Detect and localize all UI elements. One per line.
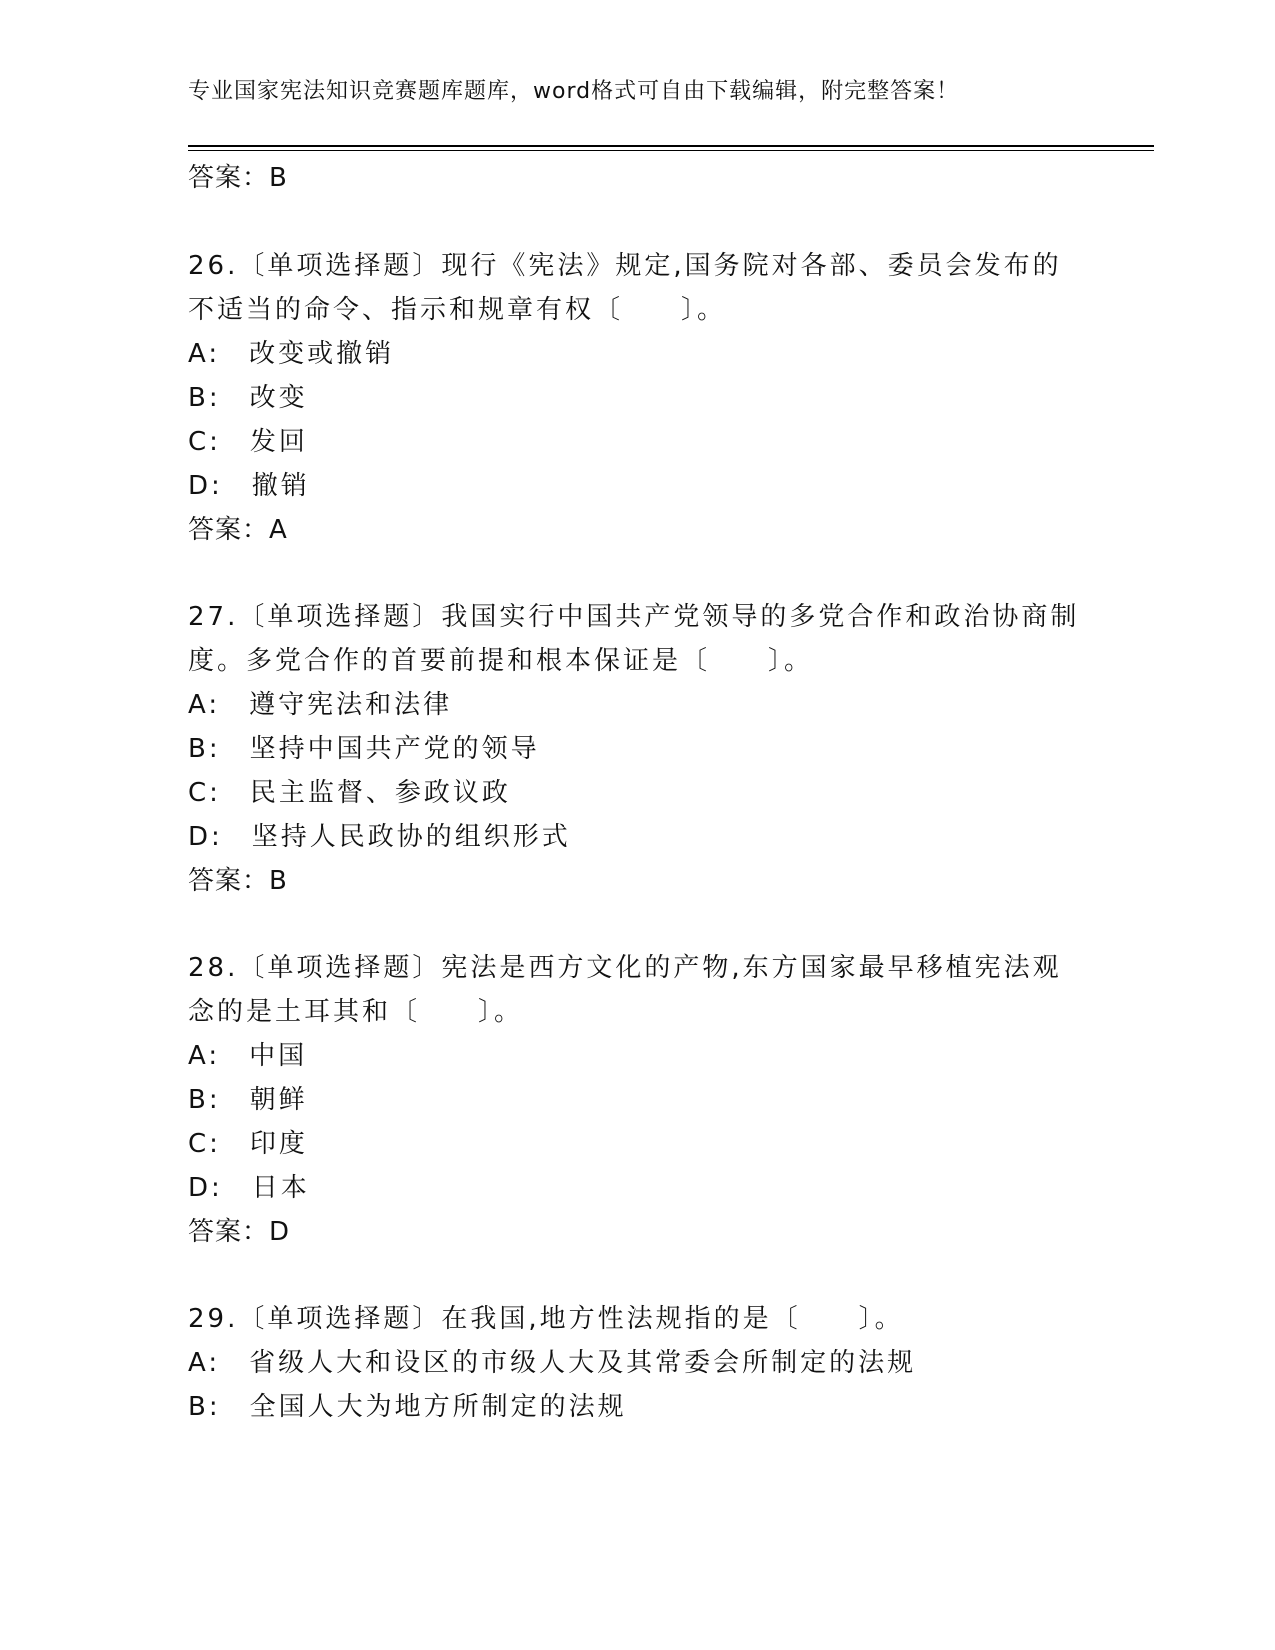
page-header: 专业国家宪法知识竞赛题库题库，word格式可自由下载编辑，附完整答案！ [188,79,960,104]
question-29-stem-line-1: 29.〔单项选择题〕在我国,地方性法规指的是〔 〕。 [188,1304,904,1334]
question-28-option-b: B: 朝鲜 [188,1085,308,1115]
question-28-option-a: A: 中国 [188,1041,308,1071]
question-28-stem-line-2: 念的是土耳其和〔 〕。 [188,997,524,1027]
question-26-option-b: B: 改变 [188,383,308,413]
question-29-option-b: B: 全国人大为地方所制定的法规 [188,1392,627,1422]
question-26-option-a: A: 改变或撤销 [188,339,395,369]
question-28-option-d: D: 日本 [188,1173,310,1203]
question-29-option-a: A: 省级人大和设区的市级人大及其常委会所制定的法规 [188,1348,917,1378]
question-27-option-a: A: 遵守宪法和法律 [188,690,453,720]
header-rule-thick [188,145,1154,147]
question-26-option-d: D: 撤销 [188,471,310,501]
question-28-option-c: C: 印度 [188,1129,308,1159]
question-27-stem-line-2: 度。多党合作的首要前提和根本保证是〔 〕。 [188,646,814,676]
question-26-option-c: C: 发回 [188,427,308,457]
question-27-option-d: D: 坚持人民政协的组织形式 [188,822,571,852]
header-rule-thin [188,150,1154,151]
question-27-option-c: C: 民主监督、参政议政 [188,778,511,808]
question-28-answer: 答案：D [188,1217,291,1247]
question-26-stem-line-2: 不适当的命令、指示和规章有权〔 〕。 [188,295,727,325]
question-27-answer: 答案：B [188,866,288,896]
question-28-stem-line-1: 28.〔单项选择题〕宪法是西方文化的产物,东方国家最早移植宪法观 [188,953,1062,983]
previous-answer: 答案：B [188,163,288,193]
question-27-stem-line-1: 27.〔单项选择题〕我国实行中国共产党领导的多党合作和政治协商制 [188,602,1080,632]
question-27-option-b: B: 坚持中国共产党的领导 [188,734,540,764]
question-26-stem-line-1: 26.〔单项选择题〕现行《宪法》规定,国务院对各部、委员会发布的 [188,251,1062,281]
question-26-answer: 答案：A [188,515,288,545]
